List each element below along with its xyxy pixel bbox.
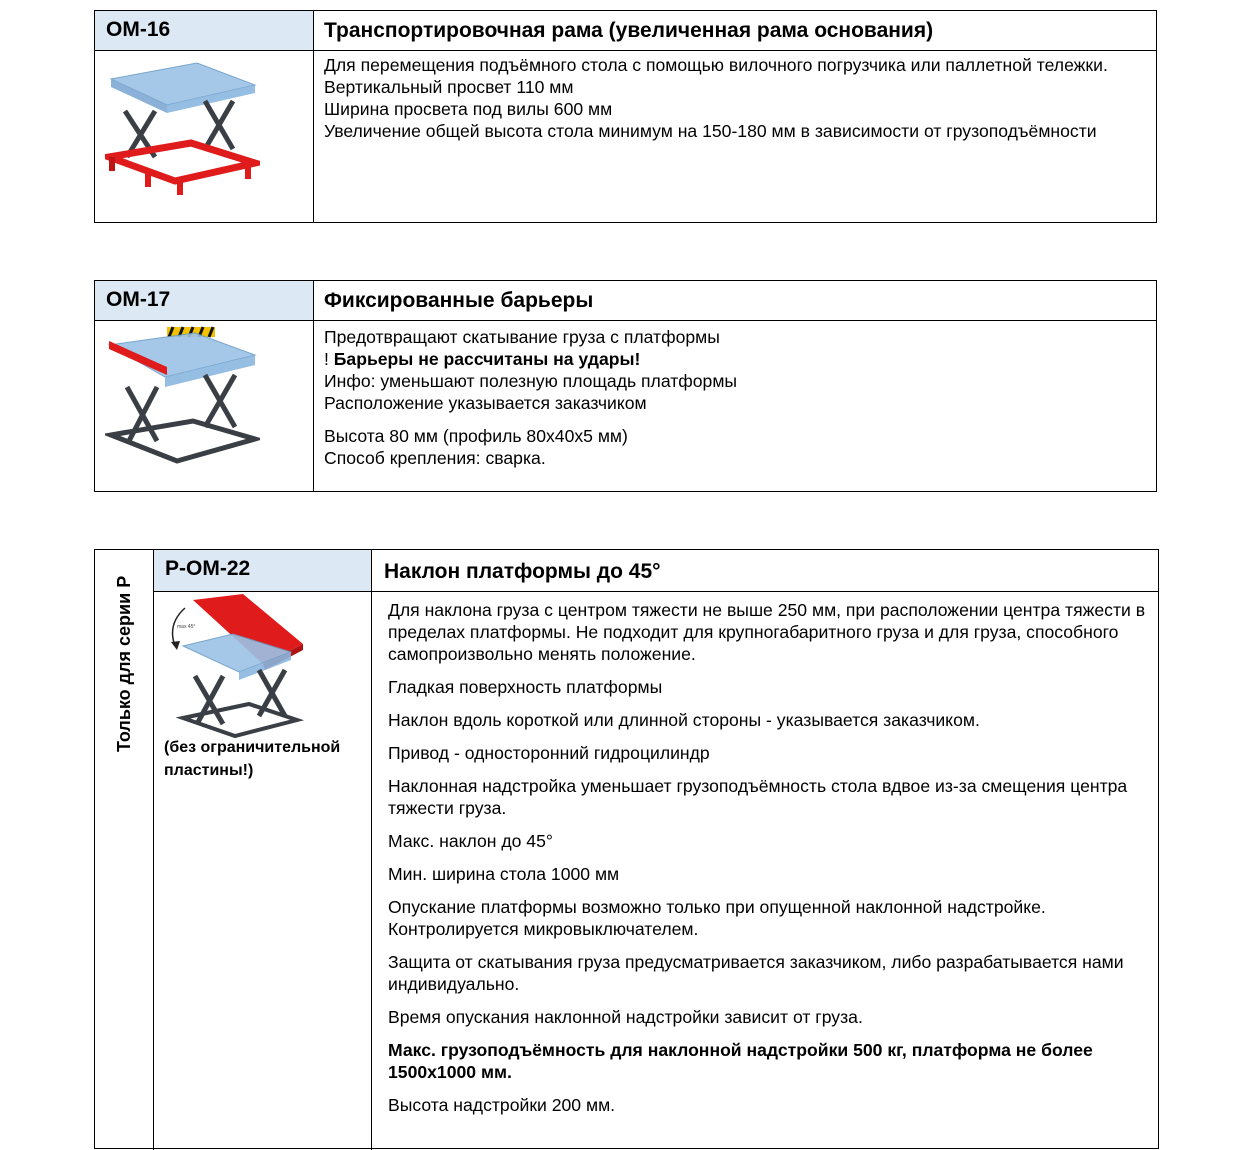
desc-line: Гладкая поверхность платформы: [388, 677, 663, 697]
tilting-platform-image: [163, 594, 313, 739]
desc-line: Способ крепления: сварка.: [324, 448, 546, 468]
desc-line: Расположение указывается заказчиком: [324, 393, 647, 413]
option-code: P-OM-22: [154, 550, 371, 591]
option-title: Наклон платформы до 45°: [384, 560, 661, 583]
warning-mark: !: [324, 349, 329, 369]
series-p-label: Только для серии P: [114, 575, 134, 752]
desc-line: Опускание платформы возможно только при опущенной наклонной надстройке. Контролируется микровыключателем.: [388, 897, 1046, 939]
option-code: OM-16: [95, 11, 313, 50]
desc-line: Предотвращают скатывание груза с платформы: [324, 327, 720, 347]
desc-line: Вертикальный просвет 110 мм: [324, 77, 574, 97]
desc-line: Высота 80 мм (профиль 80x40x5 мм): [324, 426, 628, 446]
desc-line: Привод - односторонний гидроцилиндр: [388, 743, 710, 763]
desc-line: Для наклона груза с центром тяжести не выше 250 мм, при расположении центра тяжести в пределах платформы. Не подходит для крупногабаритного груза и для груза, способного самопроизвольно менять положение.: [388, 600, 1146, 664]
desc-line: Наклон вдоль короткой или длинной стороны - указывается заказчиком.: [388, 710, 980, 730]
desc-line: Защита от скатывания груза предусматривается заказчиком, либо разрабатывается нами индивидуально.: [388, 952, 1124, 994]
option-title: Фиксированные барьеры: [324, 289, 594, 312]
desc-line: Наклонная надстройка уменьшает грузоподъёмность стола вдвое из-за смещения центра тяжести груза.: [388, 776, 1128, 818]
option-description: [314, 51, 1156, 222]
lift-table-transport-frame-image: [105, 57, 260, 202]
option-title: Транспортировочная рама (увеличенная рама основания): [324, 19, 934, 42]
option-table-pom22: [94, 549, 1159, 1149]
desc-line: Высота надстройки 200 мм.: [388, 1095, 616, 1115]
desc-line: Увеличение общей высота стола минимум на 150-180 мм в зависимости от грузоподъёмности: [324, 121, 1097, 141]
desc-warning-line: [324, 348, 1146, 370]
option-code: OM-17: [95, 281, 313, 320]
desc-line: Инфо: уменьшают полезную площадь платформы: [324, 371, 738, 391]
image-caption: (без ограничительной пластины!): [164, 739, 341, 779]
desc-line: Макс. наклон до 45°: [388, 831, 553, 851]
desc-line: Для перемещения подъёмного стола с помощью вилочного погрузчика или паллетной тележки.: [324, 55, 1108, 75]
warning-text: Барьеры не рассчитаны на удары!: [333, 349, 641, 369]
lift-table-barriers-image: [105, 323, 260, 468]
option-description: [314, 323, 1156, 491]
desc-line: Время опускания наклонной надстройки зависит от груза.: [388, 1007, 863, 1027]
option-table-om17: [94, 280, 1157, 492]
desc-line: Ширина просвета под вилы 600 мм: [324, 99, 613, 119]
desc-line: Мин. ширина стола 1000 мм: [388, 864, 620, 884]
desc-line-bold: Макс. грузоподъёмность для наклонной надстройки 500 кг, платформа не более 1500x1000 мм.: [388, 1040, 1093, 1082]
svg-text:max 45°: max 45°: [177, 624, 196, 630]
option-description: [377, 596, 1158, 1146]
option-table-om16: [94, 10, 1157, 223]
